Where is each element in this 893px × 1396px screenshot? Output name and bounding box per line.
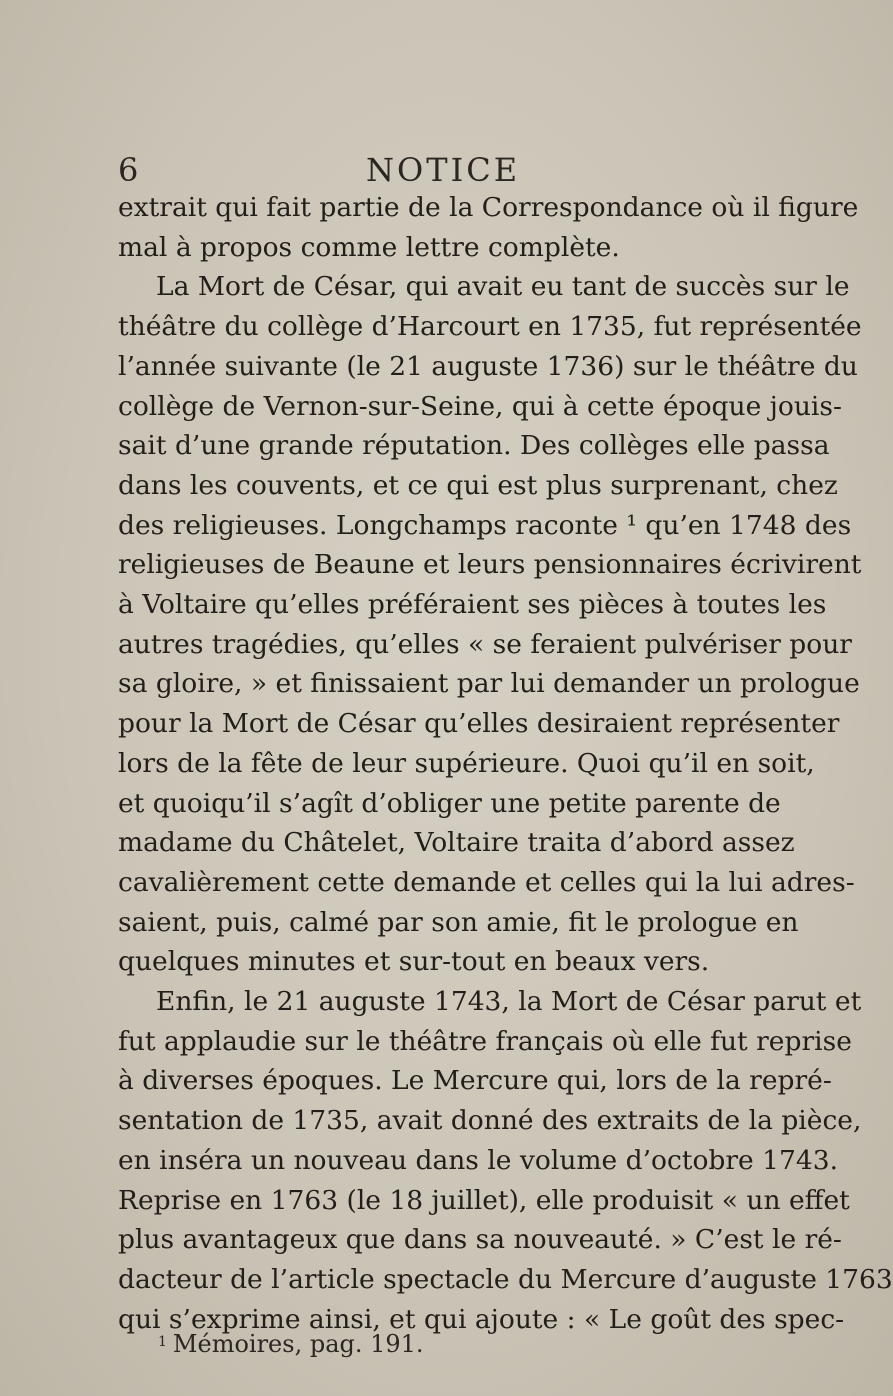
running-title: NOTICE bbox=[366, 151, 521, 189]
text-line: madame du Châtelet, Voltaire traita d’abord assez bbox=[118, 827, 795, 859]
text-line: extrait qui fait partie de la Correspondance où il figure bbox=[118, 192, 859, 223]
text-line: fut applaudie sur le théâtre français où elle fut reprise bbox=[118, 1025, 852, 1057]
text-line: mal à propos comme lettre complète. bbox=[118, 231, 620, 263]
body-text bbox=[118, 188, 893, 1339]
text-line: qui s’exprime ainsi, et qui ajoute : « Le goût des spec- bbox=[118, 1303, 845, 1335]
text-line: dans les couvents, et ce qui est plus surprenant, chez bbox=[118, 469, 838, 501]
text-line: à Voltaire qu’elles préféraient ses pièces à toutes les bbox=[118, 589, 827, 621]
text-line: quelques minutes et sur-tout en beaux vers. bbox=[118, 946, 710, 978]
text-line: à diverses époques. Le Mercure qui, lors de la repré- bbox=[118, 1065, 832, 1097]
text-line: Reprise en 1763 (le 18 juillet), elle produisit « un effet bbox=[118, 1184, 850, 1216]
text-line: et quoiqu’il s’agît d’obliger une petite parente de bbox=[118, 787, 781, 819]
footnote-text: Mémoires, pag. 191. bbox=[172, 1330, 424, 1358]
text-line: en inséra un nouveau dans le volume d’octobre 1743. bbox=[118, 1144, 839, 1176]
text-line: sentation de 1735, avait donné des extraits de la pièce, bbox=[118, 1105, 862, 1137]
text-line: autres tragédies, qu’elles « se feraient pulvériser pour bbox=[118, 628, 852, 660]
text-line: religieuses de Beaune et leurs pensionnaires écrivirent bbox=[118, 549, 862, 581]
text-line: pour la Mort de César qu’elles desiraient représenter bbox=[118, 708, 840, 740]
text-line: dacteur de l’article spectacle du Mercure d’auguste 1763 bbox=[118, 1263, 893, 1295]
text-line: théâtre du collège d’Harcourt en 1735, fut représentée bbox=[118, 311, 862, 343]
footnote-marker: 1 bbox=[158, 1334, 167, 1350]
text-line: saient, puis, calmé par son amie, fit le prologue en bbox=[118, 906, 799, 938]
text-line: collège de Vernon-sur-Seine, qui à cette époque jouis- bbox=[118, 390, 842, 422]
page-header bbox=[118, 150, 758, 190]
text-line: sait d’une grande réputation. Des collèges elle passa bbox=[118, 430, 830, 462]
text-line: l’année suivante (le 21 auguste 1736) sur le théâtre du bbox=[118, 350, 858, 382]
text-line: La Mort de César, qui avait eu tant de succès sur le bbox=[156, 271, 850, 303]
text-line: des religieuses. Longchamps raconte ¹ qu’en 1748 des bbox=[118, 509, 852, 541]
footnote bbox=[158, 1328, 424, 1360]
page-number: 6 bbox=[118, 151, 139, 189]
text-line: cavalièrement cette demande et celles qui la lui adres- bbox=[118, 866, 855, 898]
text-line: lors de la fête de leur supérieure. Quoi qu’il en soit, bbox=[118, 747, 815, 779]
text-line: plus avantageux que dans sa nouveauté. » C’est le ré- bbox=[118, 1224, 842, 1256]
text-line: Enfin, le 21 auguste 1743, la Mort de César parut et bbox=[156, 986, 862, 1018]
text-line: sa gloire, » et finissaient par lui demander un prologue bbox=[118, 668, 860, 700]
